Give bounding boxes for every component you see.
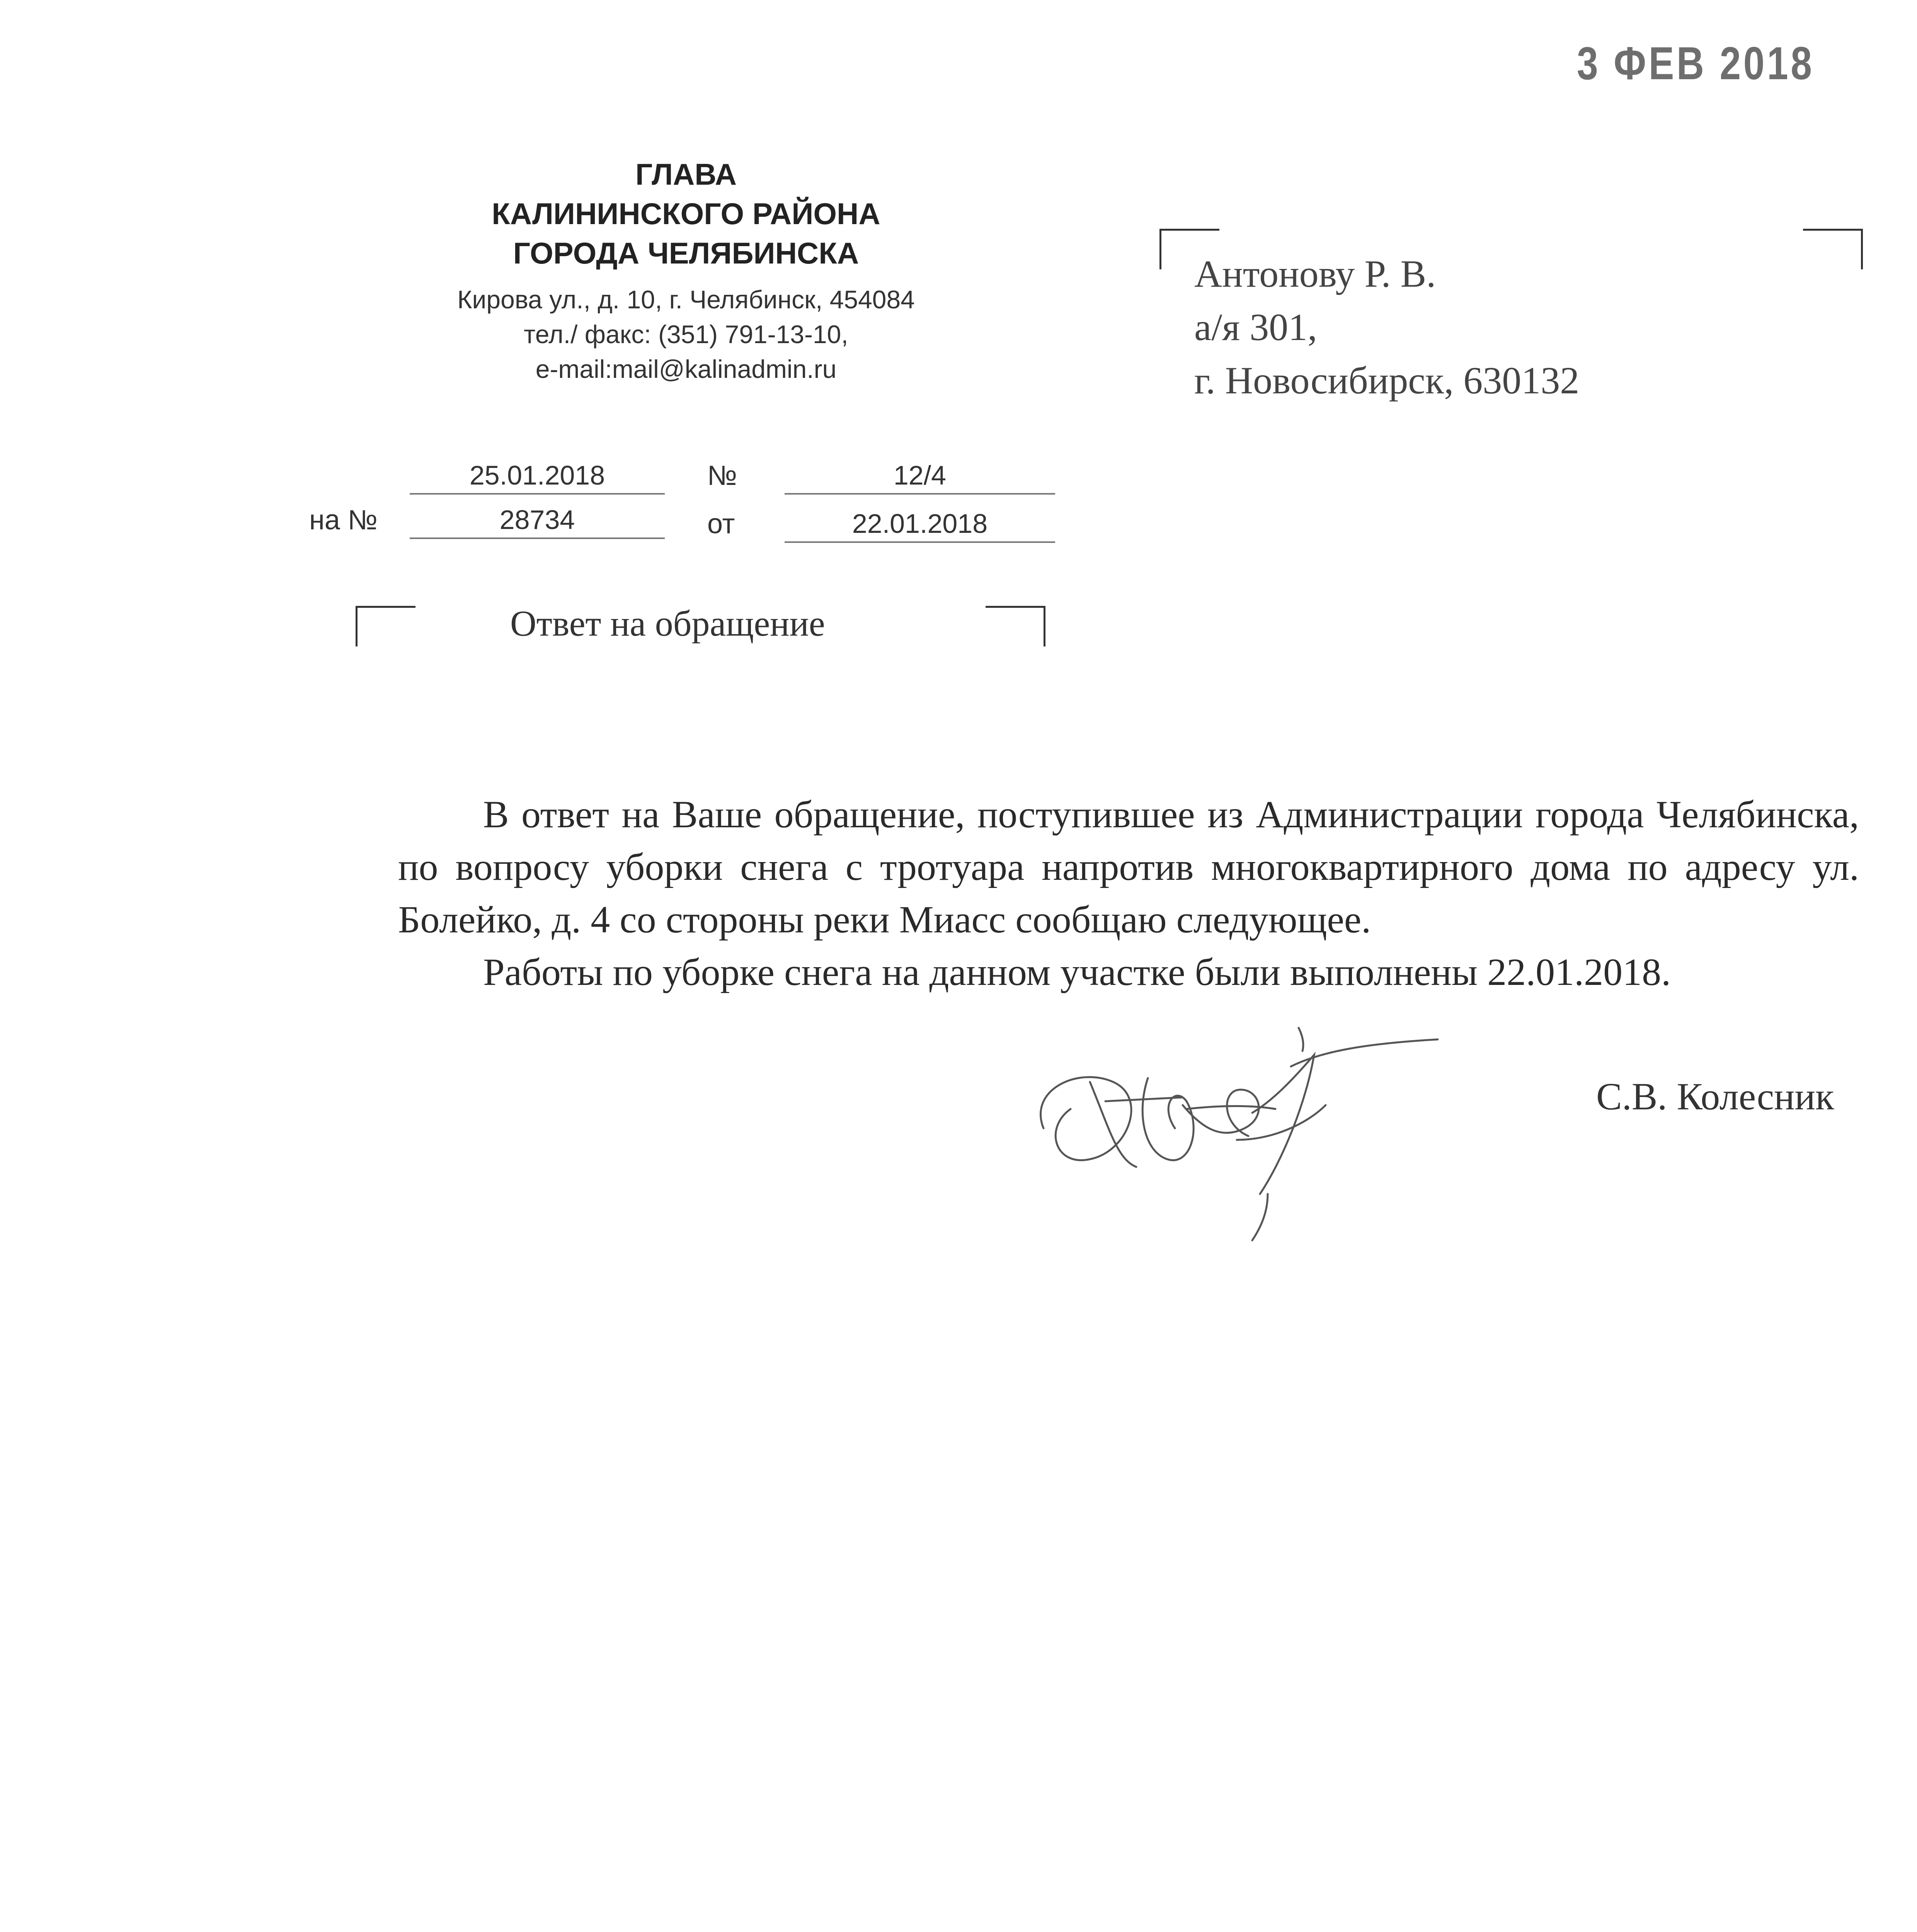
issuer-address: Кирова ул., д. 10, г. Челябинск, 454084 [457,285,915,314]
issuer-phone: тел./ факс: (351) 791-13-10, [524,320,848,349]
in-reply-number: 28734 [410,504,665,539]
issuer-title-line-2: КАЛИНИНСКОГО РАЙОНА [492,197,880,231]
subject-bracket-left [356,606,415,646]
handwritten-signature [1020,1012,1507,1244]
in-reply-date: 22.01.2018 [785,508,1055,543]
in-reply-label: на № [309,505,378,536]
issuer-email: e-mail:mail@kalinadmin.ru [535,355,837,383]
outgoing-number: 12/4 [785,460,1055,495]
subject-bracket-right [986,606,1045,646]
body-paragraph-1: В ответ на Ваше обращение, поступившее из Администрации города Челябинска, по вопросу уборки снега с тротуара напротив многоквартирного дома по адресу ул. Болейко, д. 4 со стороны реки Миасс сообщаю следующее. [398,793,1859,941]
recipient-name: Антонову Р. В. [1194,252,1436,295]
letter-body [398,788,1859,998]
issuer-title-line-3: ГОРОДА ЧЕЛЯБИНСКА [513,236,859,270]
receipt-date-stamp: 3 ФЕВ 2018 [1577,37,1815,89]
body-paragraph-2: Работы по уборке снега на данном участке были выполнены 22.01.2018. [483,951,1671,993]
issuer-title-line-1: ГЛАВА [635,157,737,191]
recipient-bracket-right [1803,229,1863,269]
issuer-letterhead [398,155,974,386]
signer-name: С.В. Колесник [1596,1075,1834,1118]
outgoing-number-label: № [707,460,737,491]
recipient-po-box: а/я 301, [1194,306,1318,349]
in-reply-from-label: от [707,509,735,539]
recipient-block [1194,247,1579,407]
letter-subject: Ответ на обращение [510,604,825,644]
recipient-city: г. Новосибирск, 630132 [1194,359,1580,402]
outgoing-date: 25.01.2018 [410,460,665,495]
